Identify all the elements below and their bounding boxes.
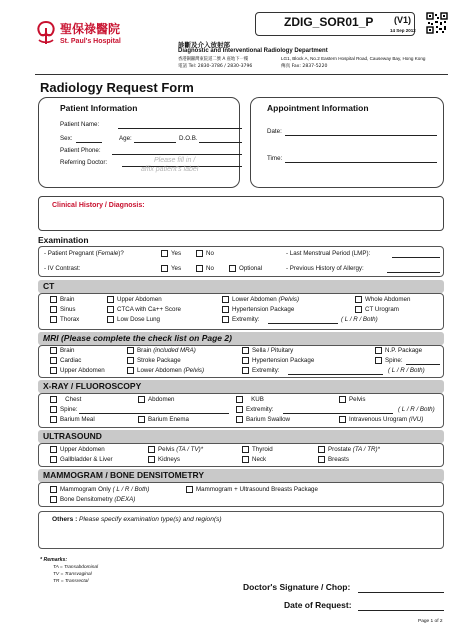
- mri-lower-abdomen[interactable]: [127, 367, 204, 374]
- mri-sella-label: Sella / Pituitary: [252, 347, 294, 354]
- sex-label: Sex:: [60, 135, 73, 142]
- xray-barium-meal[interactable]: [50, 416, 95, 423]
- ct-brain[interactable]: [50, 296, 74, 303]
- ct-urogram-label: CT Urogram: [365, 306, 399, 313]
- mri-cardiac-label: Cardiac: [60, 357, 82, 364]
- pregnant-yes[interactable]: [161, 250, 181, 257]
- mri-lower-abdomen-label: Lower Abdomen: [137, 367, 182, 374]
- ct-whole-abdomen-label: Whole Abdomen: [365, 296, 411, 303]
- xray-barium-enema[interactable]: [138, 416, 189, 423]
- xray-abdomen[interactable]: [138, 396, 175, 403]
- us-breasts-label: Breasts: [328, 456, 349, 463]
- address-english: LG1, Block A, No.2 Eastern Hospital Road, Causeway Bay, Hong Kong: [281, 56, 426, 61]
- mri-sella-checkbox[interactable]: [242, 347, 249, 354]
- ct-low-dose-lung-checkbox[interactable]: [107, 316, 114, 323]
- us-thyroid[interactable]: [242, 446, 273, 453]
- ct-ctca[interactable]: [107, 306, 181, 313]
- iv-no-checkbox[interactable]: [196, 265, 203, 272]
- pregnant-no-label: No: [206, 250, 214, 257]
- mammogram-only[interactable]: [50, 486, 149, 493]
- ct-ctca-label: CTCA with Ca++ Score: [117, 306, 181, 313]
- age-label: Age:: [119, 135, 132, 142]
- xray-lr-both: ( L / R / Both): [398, 406, 435, 413]
- xray-chest-label: Chest: [65, 396, 82, 403]
- mri-extremity[interactable]: [242, 367, 280, 374]
- us-kidneys-label: Kidneys: [158, 456, 181, 463]
- ct-extremity[interactable]: [222, 316, 260, 323]
- us-prostate-label: Prostate: [328, 446, 352, 453]
- ct-low-dose-lung[interactable]: [107, 316, 160, 323]
- dob-label: D.O.B.: [179, 135, 198, 142]
- ct-brain-checkbox[interactable]: [50, 296, 57, 303]
- date-of-request-label: Date of Request:: [284, 600, 352, 610]
- appointment-date-field[interactable]: [285, 135, 437, 136]
- mri-np-package-checkbox[interactable]: [375, 347, 382, 354]
- version-date: 14 Sep 2012: [390, 28, 416, 33]
- mammogram-only-checkbox[interactable]: [50, 486, 57, 493]
- xray-extremity-field[interactable]: [283, 413, 393, 414]
- header-divider: [35, 74, 448, 75]
- iv-no-label: No: [206, 265, 214, 272]
- xray-spine-checkbox[interactable]: [50, 406, 57, 413]
- pregnant-question: [44, 250, 124, 257]
- xray-kub[interactable]: [236, 396, 264, 403]
- xray-ivu-label: Intravenous Urogram: [349, 416, 408, 423]
- us-upper-abdomen-label: Upper Abdomen: [60, 446, 105, 453]
- us-pelvis-checkbox[interactable]: [148, 446, 155, 453]
- xray-chest-checkbox[interactable]: [50, 396, 57, 403]
- iv-yes-label: Yes: [171, 265, 182, 272]
- remark-tv: TV = Transvaginal: [53, 572, 92, 577]
- version-label: (V1): [394, 15, 412, 25]
- remark-ta: TA = Transabdominal: [53, 565, 99, 570]
- us-neck-label: Neck: [252, 456, 267, 463]
- ct-extremity-label: Extremity:: [232, 316, 260, 323]
- mammogram-us-package[interactable]: [186, 486, 318, 493]
- ct-sinus[interactable]: [50, 306, 75, 313]
- mri-extremity-field[interactable]: [288, 374, 383, 375]
- iv-optional[interactable]: [229, 265, 262, 272]
- mri-upper-abdomen-checkbox[interactable]: [50, 367, 57, 374]
- mri-spine-label: Spine:: [385, 357, 403, 364]
- mri-heading: MRI (Please complete the check list on Page 2): [38, 332, 444, 345]
- dob-field[interactable]: [199, 142, 242, 143]
- xray-kub-checkbox[interactable]: [236, 396, 243, 403]
- mri-np-package-label: N.P. Package: [385, 347, 423, 354]
- ct-upper-abdomen[interactable]: [107, 296, 162, 303]
- mri-stroke-label: Stroke Package: [137, 357, 181, 364]
- xray-barium-enema-checkbox[interactable]: [138, 416, 145, 423]
- mri-spine-field[interactable]: [406, 364, 440, 365]
- us-thyroid-label: Thyroid: [252, 446, 273, 453]
- patient-name-field[interactable]: [118, 128, 242, 129]
- mri-extremity-checkbox[interactable]: [242, 367, 249, 374]
- ct-hypertension-label: Hypertension Package: [232, 306, 295, 313]
- mri-upper-abdomen-label: Upper Abdomen: [60, 367, 105, 374]
- us-gallbladder-label: Gallbladder & Liver: [60, 456, 113, 463]
- pregnant-prefix: - Patient Pregnant (: [44, 250, 98, 257]
- us-kidneys-checkbox[interactable]: [148, 456, 155, 463]
- mri-brain-label: Brain: [60, 347, 75, 354]
- appointment-heading: Appointment Information: [267, 103, 369, 113]
- xray-chest[interactable]: [50, 396, 81, 403]
- ct-upper-abdomen-checkbox[interactable]: [107, 296, 114, 303]
- xray-barium-meal-checkbox[interactable]: [50, 416, 57, 423]
- ct-thorax-checkbox[interactable]: [50, 316, 57, 323]
- ct-upper-abdomen-label: Upper Abdomen: [117, 296, 162, 303]
- us-upper-abdomen-checkbox[interactable]: [50, 446, 57, 453]
- iv-no[interactable]: [196, 265, 214, 272]
- date-of-request-field[interactable]: [358, 610, 444, 611]
- ultrasound-heading: ULTRASOUND: [38, 430, 444, 443]
- us-prostate-note: (TA / TR)*: [352, 446, 380, 453]
- pregnant-no[interactable]: [196, 250, 214, 257]
- mri-np-package[interactable]: [375, 347, 422, 354]
- ct-extremity-checkbox[interactable]: [222, 316, 229, 323]
- xray-extremity-checkbox[interactable]: [236, 406, 243, 413]
- page-number: Page 1 of 2: [418, 619, 443, 624]
- ct-sinus-checkbox[interactable]: [50, 306, 57, 313]
- us-neck[interactable]: [242, 456, 266, 463]
- appointment-time-label: Time:: [267, 155, 283, 162]
- pregnant-yes-label: Yes: [171, 250, 182, 257]
- dept-english: Diagnostic and Interventional Radiology Department: [178, 48, 328, 54]
- allergy-field[interactable]: [387, 272, 440, 273]
- mri-brain-mra-label: Brain: [137, 347, 152, 354]
- us-gallbladder-checkbox[interactable]: [50, 456, 57, 463]
- fax-label: 傳真 Fax: 2837-5220: [281, 64, 328, 69]
- logo-english-name: St. Paul's Hospital: [60, 38, 121, 45]
- iv-yes[interactable]: [161, 265, 181, 272]
- remarks-heading: * Remarks:: [40, 557, 68, 563]
- mri-pelvis-note: (Pelvis): [183, 367, 205, 374]
- xray-ivu-abbr: (IVU): [408, 416, 424, 423]
- mri-brain-checkbox[interactable]: [50, 347, 57, 354]
- mammogram-only-label: Mammogram Only: [60, 486, 111, 493]
- ct-pelvis-note: (Pelvis): [278, 296, 300, 303]
- dept-chinese: 診斷及介入放射部: [178, 41, 230, 49]
- us-prostate-checkbox[interactable]: [318, 446, 325, 453]
- xray-ivu[interactable]: [339, 416, 423, 423]
- remark-tr: TR = Transrectal: [53, 579, 89, 584]
- mri-spine-checkbox[interactable]: [375, 357, 382, 364]
- us-pelvis-note: (TA / TV)*: [176, 446, 204, 453]
- xray-spine-label: Spine:: [60, 406, 78, 413]
- bone-densitometry[interactable]: [50, 496, 135, 503]
- mammogram-us-package-label: Mammogram + Ultrasound Breasts Package: [196, 486, 318, 493]
- mri-stroke[interactable]: [127, 357, 181, 364]
- us-thyroid-checkbox[interactable]: [242, 446, 249, 453]
- patient-info-heading: Patient Information: [60, 103, 138, 113]
- mri-hypertension[interactable]: [242, 357, 314, 364]
- xray-heading: X-RAY / FLUOROSCOPY: [38, 380, 444, 393]
- iv-optional-checkbox[interactable]: [229, 265, 236, 272]
- others-row: [52, 516, 222, 523]
- xray-barium-meal-label: Barium Meal: [60, 416, 95, 423]
- iv-optional-label: Optional: [239, 265, 263, 272]
- ct-whole-abdomen[interactable]: [355, 296, 410, 303]
- ct-lower-abdomen-label: Lower Abdomen: [232, 296, 277, 303]
- ct-whole-abdomen-checkbox[interactable]: [355, 296, 362, 303]
- xray-pelvis-label: Pelvis: [349, 396, 366, 403]
- mri-lower-abdomen-checkbox[interactable]: [127, 367, 134, 374]
- ct-thorax-label: Thorax: [60, 316, 80, 323]
- others-label: Others :: [52, 516, 78, 523]
- mri-hypertension-label: Hypertension Package: [252, 357, 315, 364]
- ct-ctca-checkbox[interactable]: [107, 306, 114, 313]
- ct-sinus-label: Sinus: [60, 306, 76, 313]
- us-kidneys[interactable]: [148, 456, 180, 463]
- xray-extremity[interactable]: [236, 406, 274, 413]
- mri-upper-abdomen[interactable]: [50, 367, 105, 374]
- patient-phone-label: Patient Phone:: [60, 147, 101, 154]
- mri-hypertension-checkbox[interactable]: [242, 357, 249, 364]
- referring-doctor-label: Referring Doctor:: [60, 159, 108, 166]
- iv-contrast-label: - IV Contrast:: [44, 265, 81, 272]
- signature-field[interactable]: [358, 592, 444, 593]
- mammogram-us-package-checkbox[interactable]: [186, 486, 193, 493]
- mri-brain-mra-checkbox[interactable]: [127, 347, 134, 354]
- mri-stroke-checkbox[interactable]: [127, 357, 134, 364]
- pregnant-no-checkbox[interactable]: [196, 250, 203, 257]
- xray-kub-label: KUB: [251, 396, 264, 403]
- ct-urogram-checkbox[interactable]: [355, 306, 362, 313]
- pregnant-yes-checkbox[interactable]: [161, 250, 168, 257]
- ct-low-dose-lung-label: Low Dose Lung: [117, 316, 160, 323]
- mri-cardiac[interactable]: [50, 357, 81, 364]
- us-pelvis[interactable]: [148, 446, 203, 453]
- us-prostate[interactable]: [318, 446, 380, 453]
- ct-urogram[interactable]: [355, 306, 399, 313]
- ct-extremity-field[interactable]: [268, 323, 338, 324]
- us-gallbladder[interactable]: [50, 456, 113, 463]
- ct-lower-abdomen-checkbox[interactable]: [222, 296, 229, 303]
- hospital-logo: [35, 20, 57, 46]
- allergy-label: - Previous History of Allergy:: [286, 265, 364, 272]
- ct-hypertension[interactable]: [222, 306, 294, 313]
- xray-barium-swallow[interactable]: [236, 416, 290, 423]
- bone-densitometry-label: Bone Densitometry: [60, 496, 113, 503]
- signature-label: Doctor's Signature / Chop:: [243, 582, 351, 592]
- mri-cardiac-checkbox[interactable]: [50, 357, 57, 364]
- appointment-date-label: Date:: [267, 128, 282, 135]
- xray-barium-enema-label: Barium Enema: [148, 416, 189, 423]
- ct-lower-abdomen[interactable]: [222, 296, 299, 303]
- ct-brain-label: Brain: [60, 296, 75, 303]
- xray-abdomen-label: Abdomen: [148, 396, 175, 403]
- pregnant-female: Female: [97, 250, 119, 257]
- xray-pelvis[interactable]: [339, 396, 366, 403]
- us-upper-abdomen[interactable]: [50, 446, 105, 453]
- mri-lr-both: ( L / R / Both): [388, 367, 425, 374]
- mammogram-only-note: ( L / R / Both): [112, 486, 150, 493]
- us-breasts-checkbox[interactable]: [318, 456, 325, 463]
- xray-pelvis-checkbox[interactable]: [339, 396, 346, 403]
- mri-extremity-label: Extremity:: [252, 367, 280, 374]
- examination-heading: Examination: [38, 235, 89, 245]
- bone-densitometry-note: (DEXA): [114, 496, 136, 503]
- others-note: Please specify examination type(s) and region(s): [79, 516, 222, 523]
- age-field[interactable]: [134, 142, 176, 143]
- xray-ivu-checkbox[interactable]: [339, 416, 346, 423]
- label-placeholder-line2: affix patient's label: [141, 166, 199, 173]
- mammogram-heading: MAMMOGRAM / BONE DENSITOMETRY: [38, 469, 444, 482]
- iv-yes-checkbox[interactable]: [161, 265, 168, 272]
- clinical-history-label: Clinical History / Diagnosis:: [52, 202, 145, 209]
- qr-code: [426, 12, 448, 34]
- ct-thorax[interactable]: [50, 316, 79, 323]
- mri-brain-mra[interactable]: [127, 347, 196, 354]
- label-placeholder-line1: Please fill in /: [154, 157, 196, 164]
- tel-label: 電話 Tel: 2830-3786 / 2830-3796: [178, 64, 253, 69]
- ct-hypertension-checkbox[interactable]: [222, 306, 229, 313]
- patient-name-label: Patient Name:: [60, 121, 100, 128]
- page-title: Radiology Request Form: [40, 80, 194, 95]
- pregnant-suffix: )?: [118, 250, 124, 257]
- form-code: ZDIG_SOR01_P: [284, 15, 374, 29]
- xray-barium-swallow-label: Barium Swallow: [246, 416, 291, 423]
- patient-phone-field[interactable]: [112, 154, 242, 155]
- us-neck-checkbox[interactable]: [242, 456, 249, 463]
- xray-spine-field[interactable]: [79, 413, 229, 414]
- mri-mra-note: (included MRA): [153, 347, 196, 354]
- us-pelvis-label: Pelvis: [158, 446, 175, 453]
- logo-chinese-name: 聖保祿醫院: [60, 22, 121, 36]
- ct-heading: CT: [38, 280, 444, 293]
- bone-densitometry-checkbox[interactable]: [50, 496, 57, 503]
- xray-barium-swallow-checkbox[interactable]: [236, 416, 243, 423]
- mri-spine[interactable]: [375, 357, 403, 364]
- lmp-label: - Last Menstrual Period (LMP):: [286, 250, 371, 257]
- mri-brain[interactable]: [50, 347, 74, 354]
- xray-extremity-label: Extremity:: [246, 406, 274, 413]
- appointment-time-field[interactable]: [285, 162, 437, 163]
- lmp-field[interactable]: [392, 257, 440, 258]
- us-breasts[interactable]: [318, 456, 349, 463]
- ct-lr-both: ( L / R / Both): [341, 316, 378, 323]
- sex-field[interactable]: [76, 142, 102, 143]
- xray-abdomen-checkbox[interactable]: [138, 396, 145, 403]
- address-chinese: 香港銅鑼灣東院道二號 A 座地下一樓: [178, 57, 249, 62]
- mri-sella[interactable]: [242, 347, 293, 354]
- xray-spine[interactable]: [50, 406, 78, 413]
